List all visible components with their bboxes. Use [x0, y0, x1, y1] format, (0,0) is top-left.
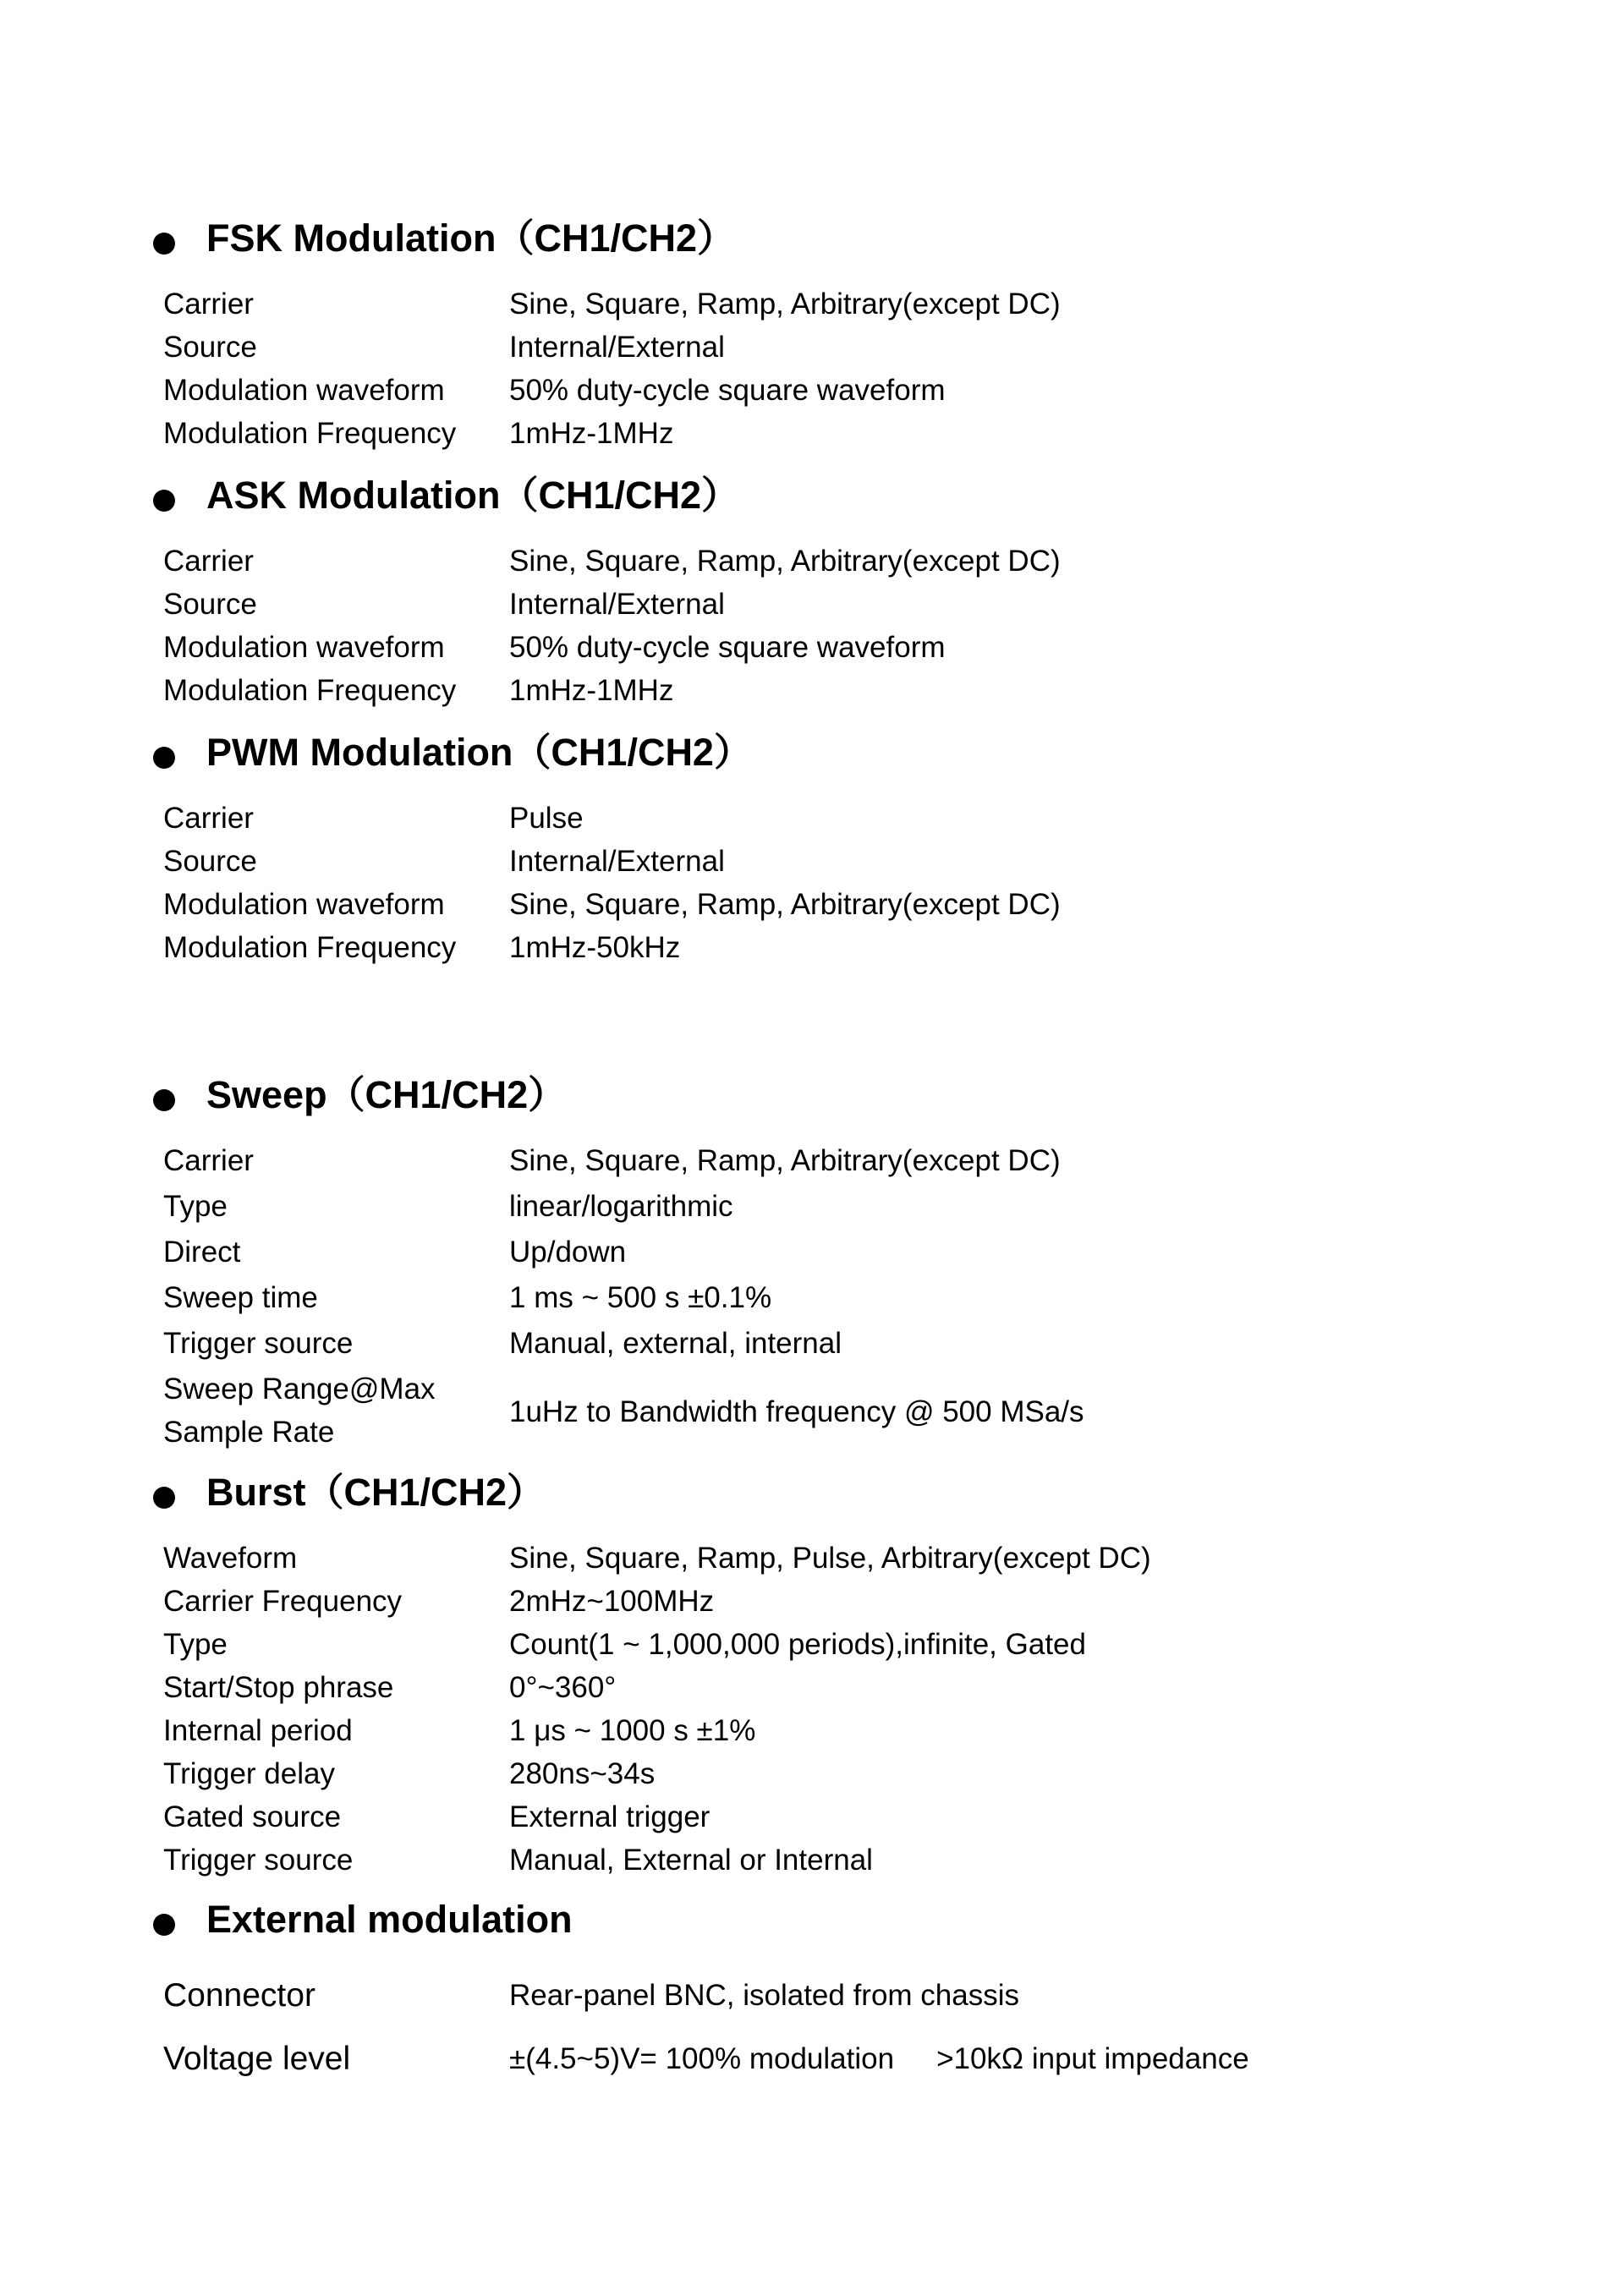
spec-label-line: Sample Rate — [163, 1416, 335, 1449]
spec-row — [0, 1795, 1624, 1838]
spec-label: Carrier — [163, 545, 254, 578]
spec-value: Manual, external, internal — [509, 1327, 842, 1360]
bullet-icon — [153, 1914, 175, 1936]
spec-value: Sine, Square, Ramp, Arbitrary(except DC) — [509, 1144, 1061, 1177]
spec-label: Trigger source — [163, 1327, 354, 1360]
spec-row — [0, 926, 1624, 969]
spec-label: Source — [163, 588, 257, 621]
bullet-icon — [153, 747, 175, 769]
spec-label: Modulation waveform — [163, 888, 445, 921]
spec-label-line: Sweep Range@Max — [163, 1373, 436, 1406]
spec-value-part: >10kΩ input impedance — [936, 2042, 1249, 2075]
spec-label: Type — [163, 1628, 228, 1661]
spec-value: 1mHz-1MHz — [509, 674, 674, 707]
spec-table — [0, 797, 1624, 969]
spec-label: Carrier — [163, 288, 254, 321]
spec-value: Sine, Square, Ramp, Arbitrary(except DC) — [509, 888, 1061, 921]
spec-row — [0, 1139, 1624, 1185]
spec-value: linear/logarithmic — [509, 1190, 733, 1223]
spec-label: Carrier — [163, 802, 254, 835]
spec-value-part: ±(4.5~5)V= 100% modulation — [509, 2042, 895, 2075]
spec-value: 1 μs ~ 1000 s ±1% — [509, 1714, 756, 1747]
section-heading — [0, 1894, 1624, 1945]
spec-row — [0, 669, 1624, 712]
spec-value: Sine, Square, Ramp, Arbitrary(except DC) — [509, 545, 1061, 578]
spec-row — [0, 1964, 1624, 2027]
spec-row — [0, 797, 1624, 840]
spec-label: Modulation Frequency — [163, 931, 457, 964]
spec-label — [163, 1367, 436, 1454]
spec-row — [0, 1580, 1624, 1623]
spec-label: Voltage level — [163, 2041, 351, 2077]
section-heading — [0, 1070, 1624, 1121]
bullet-icon — [153, 1089, 175, 1111]
spec-label: Modulation Frequency — [163, 674, 457, 707]
spec-row — [0, 540, 1624, 583]
section-fsk-modulation — [0, 213, 1624, 455]
spec-row — [0, 326, 1624, 369]
spec-row — [0, 1276, 1624, 1322]
spec-row — [0, 369, 1624, 412]
spec-label: Carrier Frequency — [163, 1585, 403, 1618]
spec-table — [0, 1537, 1624, 1882]
section-heading — [0, 470, 1624, 521]
spec-table — [0, 1139, 1624, 1459]
spec-row — [0, 1838, 1624, 1882]
spec-label: Connector — [163, 1977, 315, 2014]
spec-value: Pulse — [509, 802, 584, 835]
heading-text: FSK Modulation（CH1/CH2） — [206, 216, 735, 260]
spec-value: 2mHz~100MHz — [509, 1585, 715, 1618]
spec-label: Modulation waveform — [163, 631, 445, 664]
spec-label: Modulation waveform — [163, 374, 445, 407]
spec-label: Gated source — [163, 1800, 342, 1833]
spec-row — [0, 412, 1624, 455]
spec-value: Manual, External or Internal — [509, 1844, 873, 1877]
spec-row — [0, 1623, 1624, 1666]
spec-value: Rear-panel BNC, isolated from chassis — [509, 1979, 1020, 2012]
spec-label: Source — [163, 845, 257, 878]
section-burst — [0, 1467, 1624, 1882]
spec-row — [0, 1230, 1624, 1276]
spec-label: Direct — [163, 1236, 241, 1269]
spec-value — [509, 2027, 1249, 2091]
spec-value: Internal/External — [509, 845, 725, 878]
spec-row — [0, 626, 1624, 669]
heading-text: ASK Modulation（CH1/CH2） — [206, 474, 740, 517]
bullet-icon — [153, 1487, 175, 1509]
spec-label: Modulation Frequency — [163, 417, 457, 450]
spec-value: 50% duty-cycle square waveform — [509, 631, 946, 664]
bullet-icon — [153, 233, 175, 255]
spec-value: Internal/External — [509, 331, 725, 364]
section-ask-modulation — [0, 470, 1624, 712]
spec-label: Internal period — [163, 1714, 353, 1747]
spec-row — [0, 1752, 1624, 1795]
spec-value: 280ns~34s — [509, 1757, 656, 1790]
spec-table — [0, 1964, 1624, 2091]
section-sweep — [0, 1070, 1624, 1459]
spec-row — [0, 583, 1624, 626]
heading-text: External modulation — [206, 1898, 573, 1941]
spec-label: Carrier — [163, 1144, 254, 1177]
heading-text: Burst（CH1/CH2） — [206, 1471, 546, 1514]
spec-label: Start/Stop phrase — [163, 1671, 394, 1704]
spec-row — [0, 1322, 1624, 1367]
spec-row — [0, 883, 1624, 926]
section-pwm-modulation — [0, 727, 1624, 969]
section-heading — [0, 727, 1624, 778]
spec-label: Sweep time — [163, 1281, 318, 1314]
spec-row — [0, 1185, 1624, 1230]
heading-text: PWM Modulation（CH1/CH2） — [206, 731, 752, 774]
spec-value: Sine, Square, Ramp, Arbitrary(except DC) — [509, 288, 1061, 321]
spec-value: Up/down — [509, 1236, 627, 1269]
section-heading — [0, 1467, 1624, 1518]
spec-label: Waveform — [163, 1542, 298, 1575]
spec-label: Trigger source — [163, 1844, 354, 1877]
section-external-modulation — [0, 1894, 1624, 2091]
spec-value: 1mHz-50kHz — [509, 931, 681, 964]
bullet-icon — [153, 490, 175, 512]
spec-row — [0, 1537, 1624, 1580]
spec-label: Trigger delay — [163, 1757, 335, 1790]
spec-value: Internal/External — [509, 588, 725, 621]
spec-value: 1mHz-1MHz — [509, 417, 674, 450]
heading-text: Sweep（CH1/CH2） — [206, 1073, 567, 1116]
spec-label: Type — [163, 1190, 228, 1223]
spec-value: Count(1 ~ 1,000,000 periods),infinite, Gated — [509, 1628, 1086, 1661]
spec-row — [0, 1666, 1624, 1709]
spec-row — [0, 1709, 1624, 1752]
section-heading — [0, 213, 1624, 264]
spec-row — [0, 2027, 1624, 2091]
spec-label: Source — [163, 331, 257, 364]
spec-value: Sine, Square, Ramp, Pulse, Arbitrary(except DC) — [509, 1542, 1151, 1575]
spec-table — [0, 282, 1624, 455]
spec-value: 0°~360° — [509, 1671, 617, 1704]
spec-value: 1 ms ~ 500 s ±0.1% — [509, 1281, 772, 1314]
spec-row — [0, 1367, 1624, 1459]
spec-value: External trigger — [509, 1800, 710, 1833]
spec-row — [0, 282, 1624, 326]
spec-table — [0, 540, 1624, 712]
spec-value: 50% duty-cycle square waveform — [509, 374, 946, 407]
spec-row — [0, 840, 1624, 883]
spec-value: 1uHz to Bandwidth frequency @ 500 MSa/s — [509, 1395, 1084, 1428]
